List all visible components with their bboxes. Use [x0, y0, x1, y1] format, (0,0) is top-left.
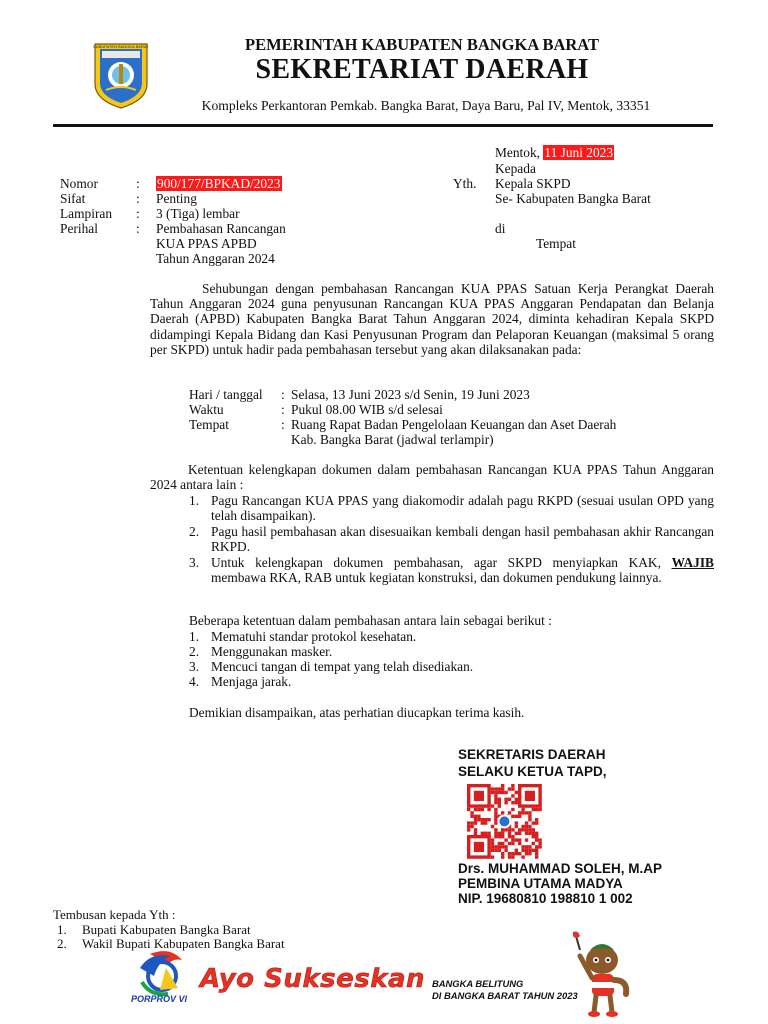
signer-rank: PEMBINA UTAMA MADYA [458, 876, 623, 891]
kepada-label: Kepada [495, 161, 536, 176]
place-line-1: Ruang Rapat Badan Pengelolaan Keuangan dan Aset Daerah [291, 417, 617, 432]
list-item: Menjaga jarak. [211, 674, 292, 689]
colon: : [281, 417, 285, 432]
qr-code-icon [462, 783, 548, 859]
day-value: Selasa, 13 Juni 2023 s/d Senin, 19 Juni 2023 [291, 387, 530, 402]
sifat-value: Penting [156, 191, 197, 206]
list-item: Pagu hasil pembahasan akan disesuaikan kembali dengan hasil pembahasan akhir Rancangan RKPD. [211, 524, 714, 555]
place-line-2: Kab. Bangka Barat (jadwal terlampir) [291, 432, 494, 447]
list-number: 3. [189, 659, 200, 674]
cc-item: Wakil Bupati Kabupaten Bangka Barat [82, 936, 285, 951]
list-item: Mencuci tangan di tempat yang telah disediakan. [211, 659, 474, 674]
colon: : [136, 191, 140, 206]
list-item: Pagu Rancangan KUA PPAS yang diakomodir adalah pagu RKPD (sesuai usulan OPD yang telah disampaikan). [211, 493, 714, 524]
list-number: 3. [189, 555, 200, 570]
sifat-label: Sifat [60, 191, 86, 206]
lampiran-label: Lampiran [60, 206, 113, 221]
perihal-line-2: KUA PPAS APBD [156, 236, 257, 251]
colon: : [136, 221, 140, 236]
place: Mentok, [495, 145, 541, 160]
signer-nip: NIP. 19680810 198810 1 002 [458, 891, 633, 906]
list-number: 2. [189, 644, 200, 659]
event-line-2: DI BANGKA BARAT TAHUN 2023 [432, 990, 578, 1001]
time-label: Waktu [189, 402, 224, 417]
list-number: 1. [189, 493, 200, 508]
porprov-logo-text: PORPROV VI [131, 994, 188, 1004]
recipient-line-2: Se- Kabupaten Bangka Barat [495, 191, 651, 206]
time-value: Pukul 08.00 WIB s/d selesai [291, 402, 443, 417]
rules-intro: Beberapa ketentuan dalam pembahasan antara lain sebagai berikut : [189, 613, 552, 628]
recipient-line-1: Kepala SKPD [495, 176, 571, 191]
event-line-1: BANGKA BELITUNG [432, 978, 524, 989]
signer-name: Drs. MUHAMMAD SOLEH, M.AP [458, 861, 663, 876]
perihal-line-1: Pembahasan Rancangan [156, 221, 286, 236]
list-number: 1. [189, 629, 200, 644]
yth-label: Yth. [453, 176, 477, 191]
list-item-text: membawa RKA, RAB untuk kegiatan konstruksi, dan dokumen pendukung lainnya. [211, 570, 662, 586]
closing-paragraph: Demikian disampaikan, atas perhatian diucapkan terima kasih. [189, 705, 525, 720]
perihal-line-3: Tahun Anggaran 2024 [156, 251, 275, 266]
office-name: SEKRETARIAT DAERAH [255, 54, 589, 85]
slogan: Ayo Sukseskan [200, 964, 426, 994]
list-item-text: Untuk kelengkapan dokumen pembahasan, agar SKPD menyiapkan KAK, [211, 555, 661, 570]
list-item: Mematuhi standar protokol kesehatan. [211, 629, 417, 644]
list-number: 2. [189, 524, 200, 539]
colon: : [136, 176, 140, 191]
nomor-highlight: 900/177/BPKAD/2023 [157, 176, 281, 191]
signer-title-1: SEKRETARIS DAERAH [458, 747, 606, 762]
letter-date: 11 Juni 2023 [544, 145, 614, 160]
list-number: 2. [57, 936, 67, 951]
day-label: Hari / tanggal [189, 387, 263, 402]
cc-item: Bupati Kabupaten Bangka Barat [82, 922, 251, 937]
government-name: PEMERINTAH KABUPATEN BANGKA BARAT [244, 35, 599, 54]
tempat-label: Tempat [536, 236, 576, 251]
lampiran-value: 3 (Tiga) lembar [156, 206, 240, 221]
place-date [495, 145, 614, 161]
di-label: di [495, 221, 506, 236]
colon: : [281, 387, 285, 402]
opening-paragraph: Sehubungan dengan pembahasan Rancangan KUA PPAS Satuan Kerja Perangkat Daerah Tahun Anggaran 2024 guna penyusunan Rancangan KUA PPAS Anggaran Pendapatan dan Belanja Daerah (APBD) Kabupaten Bangka Barat Tahun Anggaran 2024, diminta kehadiran Kepala SKPD didampingi Kepala Bidang dan Kasi Penyusunan Program dan Pelaporan Keuangan (maksimal 5 orang per SKPD) untuk hadir pada pembahasan tersebut yang akan dilaksanakan pada: [150, 281, 714, 357]
signer-title-2: SELAKU KETUA TAPD, [458, 764, 607, 779]
header-divider [53, 124, 713, 127]
list-number: 4. [189, 674, 200, 689]
nomor-label: Nomor [60, 176, 98, 191]
wajib-emphasis: WAJIB [671, 555, 714, 570]
mascot-icon [568, 930, 634, 1018]
office-address: Kompleks Perkantoran Pemkab. Bangka Barat, Daya Baru, Pal IV, Mentok, 33351 [201, 98, 651, 113]
svg-text:KABUPATEN BANGKA BARAT: KABUPATEN BANGKA BARAT [93, 44, 149, 49]
nomor-value [156, 176, 282, 192]
perihal-label: Perihal [60, 221, 98, 236]
list-item: Menggunakan masker. [211, 644, 333, 659]
list-number: 1. [57, 922, 67, 937]
list-item [211, 555, 714, 585]
colon: : [136, 206, 140, 221]
requirements-intro: Ketentuan kelengkapan dokumen dalam pembahasan Rancangan KUA PPAS Tahun Anggaran 2024 antara lain : [150, 462, 714, 493]
colon: : [281, 402, 285, 417]
place-label: Tempat [189, 417, 229, 432]
cc-title: Tembusan kepada Yth : [53, 907, 176, 922]
